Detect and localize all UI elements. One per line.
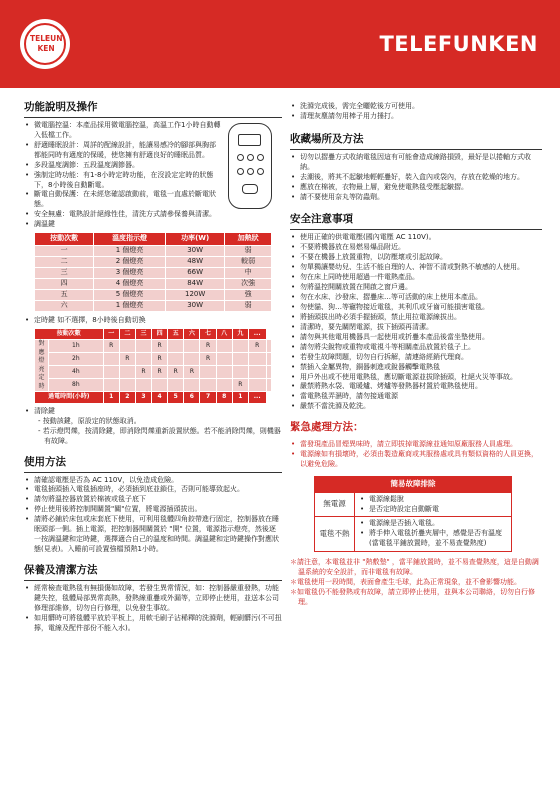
table-cell: 六: [35, 300, 94, 311]
table-cell: 5 個燈亮: [94, 289, 166, 300]
list-item: • 微電腦控溫：本產品採用微電腦控溫，高溫工作1小時自動轉入低檔工作。: [24, 121, 282, 141]
table-row: [35, 278, 272, 289]
table-cell: R: [184, 366, 200, 379]
list-item: • 電毯插頭插入電毯插座時，必須插到底並鎖住，否則可能導致起火。: [24, 485, 282, 495]
table-header: 一: [103, 328, 119, 340]
table-row: [35, 353, 272, 366]
list-item: • 電源線如有損壞時，必須由製造廠商或其服務處或具有類似資格的人員更換，以避免危險。: [290, 450, 542, 470]
clear-sub: - 按動該鍵，原設定的狀態取消。: [38, 416, 141, 425]
table-cell: [103, 366, 119, 379]
table-row: [35, 289, 272, 300]
table-cell: [184, 353, 200, 366]
func-list: [24, 121, 282, 230]
safety-title: 安全注意事項: [290, 212, 542, 230]
table-header: 六: [184, 328, 200, 340]
table-cell: 3 個燈亮: [94, 268, 166, 279]
table-cell: [266, 353, 271, 366]
list-item: • 強制定時功能：有1-8小時定時功能，在沒設定定時的狀態下，8小時後自動斷電。: [24, 171, 282, 191]
list-item: • 勿使貓、狗…等寵物接近電毯，其利爪或牙齒可能損害電毯。: [290, 303, 542, 313]
table-header: 七: [200, 328, 216, 340]
list-item: • 將插頭拔出時必須手握插頭，禁止用拉電源線拔出。: [290, 313, 542, 323]
list-item: • 勿將溫控開關放置在開啟之窗戶邊。: [290, 283, 542, 293]
list-item: • 如用髒時可將毯體平放於平板上，用軟毛刷子沾稀釋的洗滌劑，輕刷髒污(不可扭擰，電線及配件部份不能入水)。: [24, 614, 282, 634]
table-header: 二: [119, 328, 135, 340]
table-cell: R: [200, 340, 216, 353]
list-item: • 請勿與其他電用機器具一起使用或折疊本產品後當坐墊使用。: [290, 333, 542, 343]
table-cell: R: [119, 353, 135, 366]
table-header: 按動次數: [35, 233, 94, 246]
table-cell: 強: [225, 289, 272, 300]
troubleshoot-title: 簡易故障排除: [315, 477, 511, 492]
table-cell: R: [135, 366, 151, 379]
table-cell: [216, 340, 232, 353]
left-column: [24, 100, 282, 634]
table-cell: 4 個燈亮: [94, 278, 166, 289]
notes: [290, 558, 542, 608]
table-cell: [216, 353, 232, 366]
table-cell: [232, 366, 248, 379]
store-title: 收藏場所及方法: [290, 132, 542, 150]
list-item: • 多段溫度調節：五段溫度調節器。: [24, 161, 282, 171]
table-row: [35, 300, 272, 311]
table-cell: 84W: [165, 278, 224, 289]
table-cell: 一: [35, 246, 94, 257]
care-list: [24, 584, 282, 634]
table-header: 功率(W): [165, 233, 224, 246]
table-row: [35, 392, 272, 404]
brand-name: TELEFUNKEN: [379, 32, 538, 56]
table-cell: [200, 366, 216, 379]
troubleshoot-key: 無電源: [315, 493, 355, 517]
table-cell: [135, 353, 151, 366]
emergency-title: 緊急處理方法：: [290, 421, 364, 434]
table-header: 五: [168, 328, 184, 340]
table-footer: 1: [103, 392, 119, 404]
table-cell: [266, 366, 271, 379]
troubleshoot-key: 電毯不熱: [315, 517, 355, 551]
table-cell: 4h: [49, 366, 104, 379]
list-item: • 去潮後，將其不起皺地輕輕疊好，裝入盒內或袋內，存放在乾燥的地方。: [290, 173, 542, 183]
table-header: 八: [216, 328, 232, 340]
list-item: • 請確認電壓是否為 AC 110V，以免造成危險。: [24, 476, 282, 486]
table-header: ...: [248, 328, 266, 340]
table-row: [35, 246, 272, 257]
logo-text: FUN: [45, 34, 63, 43]
table-header: 三: [135, 328, 151, 340]
list-item: • 勿單獨讓嬰幼兒、生活不能自理的人、神智不清或對熱不敏感的人使用。: [290, 263, 542, 273]
table-cell: 2 個燈亮: [94, 257, 166, 268]
table-header: 九: [232, 328, 248, 340]
temp-table: [34, 232, 272, 312]
list-item: • 當電熱毯弄濕時，請勿接通電源: [290, 392, 542, 402]
list-item: • 使用正確的供電電壓(國內電壓 AC 110V)。: [290, 233, 542, 243]
list-item: • 當發現產品冒煙異味時，請立即拔掉電源線並通知原廠服務人員處理。: [290, 440, 542, 450]
note-item: ＊如電毯仍不能發熱或有故障，請立即停止使用，並與本公司聯絡，切勿自行修理。: [290, 588, 535, 607]
table-cell: [119, 379, 135, 392]
table-cell: 五: [35, 289, 94, 300]
logo-text: KEN: [37, 44, 55, 53]
table-cell: R: [152, 353, 168, 366]
clear-sub: - 若示燈閃爍，按清除鍵，即消除閃爍重新設置狀態。若不能消除閃爍，則機器有故障。: [38, 426, 281, 445]
table-footer: 1: [232, 392, 248, 404]
table-header: 按動次數: [35, 328, 104, 340]
table-cell: [232, 340, 248, 353]
list-item: • 停止使用後將控制開關置"關"位置，將電源插頭拔出。: [24, 505, 282, 515]
troubleshoot-box: [314, 476, 512, 552]
list-item: • 不要在機器上放置重物，以防壓壞或引起故障。: [290, 253, 542, 263]
list-item: • 電源線是否插入電毯。: [359, 519, 507, 529]
table-footer: ...: [248, 392, 266, 404]
care-title: 保養及清潔方法: [24, 563, 282, 581]
table-footer: 2: [119, 392, 135, 404]
list-item: • 應放在棉被，衣物最上層，避免使電熱毯受壓起皺摺。: [290, 183, 542, 193]
table-cell: [135, 340, 151, 353]
table-cell: [119, 340, 135, 353]
table-footer: 3: [135, 392, 151, 404]
list-item: • 請不要使用奈丸等防蟲劑。: [290, 193, 542, 203]
header-banner: [0, 0, 560, 88]
table-header: 加熱狀: [225, 233, 272, 246]
func-title: 功能說明及操作: [24, 100, 282, 118]
table-cell: [168, 340, 184, 353]
table-footer: 4: [152, 392, 168, 404]
table-cell: [232, 353, 248, 366]
safety-list: [290, 233, 542, 412]
troubleshoot-row: [315, 516, 511, 551]
list-item: • 勿在水床、沙發床、摺疊床…等可活動的床上使用本產品。: [290, 293, 542, 303]
list-item: • 電源線鬆脫: [359, 495, 507, 505]
clear-item: • 清除鍵: [24, 407, 282, 417]
table-footer: 7: [200, 392, 216, 404]
table-cell: [103, 353, 119, 366]
table-cell: R: [200, 353, 216, 366]
list-item: • 清潔時，要先關閉電源，拔下插頭再清潔。: [290, 323, 542, 333]
list-item: • 經常檢查電熱毯有無損傷如故障，若發生異常情況，如：控制器嚴重發熱，功能鍵失控，毯體局部異常高熱，發熱線重疊或外漏等，立即停止使用，並送本公司修理部維修，切勿自行修理，以免發生事故。: [24, 584, 282, 614]
table-cell: 弱: [225, 300, 272, 311]
timer-table: [34, 328, 272, 404]
table-cell: [119, 366, 135, 379]
list-item: • 禁插入金屬異物，銅器刺進或銳器觸擊電熱毯: [290, 363, 542, 373]
table-cell: [248, 366, 266, 379]
table-cell: R: [152, 340, 168, 353]
list-item: • 安全無慮：電熱設計絕緣性佳，清洗方式請參保養與清潔。: [24, 210, 282, 220]
list-item: • 嚴禁不當洗滌及乾洗。: [290, 402, 542, 412]
brand-logo: [20, 19, 70, 69]
care-list-cont: [290, 102, 542, 122]
table-cell: [168, 379, 184, 392]
table-cell: [200, 379, 216, 392]
note-item: ＊電毯使用一段時間，表面會產生毛球，此為正常現象，並不會影響功能。: [290, 578, 521, 587]
use-list: [24, 476, 282, 556]
troubleshoot-row: [315, 492, 511, 517]
store-list: [290, 153, 542, 203]
table-row: [35, 257, 272, 268]
table-cell: 中: [225, 268, 272, 279]
table-footer: 5: [168, 392, 184, 404]
table-cell: R: [232, 379, 248, 392]
note-item: ＊請注意，本電毯並非 "熱敷墊" ，當平鋪放置時，並不易查覺熱度，這是自動調溫系統的安全設計，而非電毯有故障。: [290, 558, 539, 577]
table-cell: R: [248, 340, 266, 353]
logo-text: TELE: [30, 34, 51, 43]
table-cell: [216, 366, 232, 379]
table-cell: [184, 340, 200, 353]
table-cell: [248, 353, 266, 366]
table-row: [35, 268, 272, 279]
list-item: • 斷電自動保護：在未經您確認啟動前，電毯一直處於斷電狀態。: [24, 190, 282, 210]
right-column: [290, 102, 542, 608]
list-item: • 請勿將溫控器放置於棉被或毯子底下: [24, 495, 282, 505]
list-item: • 是否定時設定自動斷電: [359, 505, 507, 515]
table-cell: [103, 379, 119, 392]
table-cell: 四: [35, 278, 94, 289]
table-cell: 66W: [165, 268, 224, 279]
table-cell: [266, 379, 271, 392]
list-item: • 洗滌完成後，需完全曬乾後方可使用。: [290, 102, 542, 112]
use-title: 使用方法: [24, 455, 282, 473]
table-cell: [266, 340, 271, 353]
list-item: • 勿在床上同時使用超過一件電熱產品。: [290, 273, 542, 283]
table-row: [35, 340, 272, 353]
list-item: • 調溫鍵: [24, 220, 282, 230]
table-cell: 三: [35, 268, 94, 279]
table-row: [35, 379, 272, 392]
table-header: 溫度指示燈: [94, 233, 166, 246]
table-cell: [248, 379, 266, 392]
table-cell: 次強: [225, 278, 272, 289]
table-cell: [184, 379, 200, 392]
table-cell: 1 個燈亮: [94, 246, 166, 257]
table-row: [35, 366, 272, 379]
list-item: • 不要將機器放在易燃易爆品附近。: [290, 243, 542, 253]
table-cell: 30W: [165, 300, 224, 311]
table-cell: 較弱: [225, 257, 272, 268]
table-cell: R: [103, 340, 119, 353]
table-cell: 弱: [225, 246, 272, 257]
emergency-list: [290, 440, 542, 470]
table-cell: 30W: [165, 246, 224, 257]
table-footer: 6: [184, 392, 200, 404]
table-header: 四: [152, 328, 168, 340]
table-cell: [216, 379, 232, 392]
table-cell: 2h: [49, 353, 104, 366]
list-item: • 嚴禁將熱水袋、電暖爐、烤爐等發熱器材置於電熱毯使用。: [290, 382, 542, 392]
table-cell: 二: [35, 257, 94, 268]
table-cell: 8h: [49, 379, 104, 392]
list-item: • 清理灰塵請勿用棒子用力捶打。: [290, 112, 542, 122]
table-cell: 48W: [165, 257, 224, 268]
list-item: • 舒適睡眠設計：周詳的配線設計，能讓易感冷的腳部與胸部都能同時有適度的保暖，使您擁有舒適良好的睡眠品質。: [24, 141, 282, 161]
list-item: • 請將必鋪於床包或床套底下使用，可利用毯體四角鉸帶進行固定，控制器放在睡眠頭部一側。插上電源，把控制器開關置於 "開" 位置，電源指示燈亮，然後逐一按調溫鍵和定時鍵，選擇適合自己的溫度和時間。調溫鍵和定時鍵操作對應狀態(見表)。入睡前可設置強檔預熱1小時。: [24, 515, 282, 555]
table-cell: 1 個燈亮: [94, 300, 166, 311]
list-item: • 若發生故障問題，切勿自行拆解，請連絡經銷代理商。: [290, 353, 542, 363]
table-cell: R: [152, 366, 168, 379]
list-item: • 請勿將尖銳物或重物或電視斗等相關產品放置於毯子上。: [290, 343, 542, 353]
table-cell: R: [168, 366, 184, 379]
table-side-label: 對應燈亮定時: [35, 340, 49, 392]
list-item: • 切勿以摺疊方式收納電毯因這有可能會造成線路損毀，最好是以捲軸方式收納。: [290, 153, 542, 173]
table-cell: 120W: [165, 289, 224, 300]
table-cell: [168, 353, 184, 366]
list-item: • 用戶外出或不使用電熱毯，應切斷電源並拔除插頭，杜絕火災等事故。: [290, 373, 542, 383]
table-cell: 1h: [49, 340, 104, 353]
list-item: • 將手伸入電毯折疊夾層中，感覺是否有溫度(當電毯平鋪放置時，並不易查覺熱度): [359, 529, 507, 549]
table-cell: [152, 379, 168, 392]
table-cell: [135, 379, 151, 392]
table-footer: 8: [216, 392, 232, 404]
timer-item: • 定時鍵 如不選擇，8小時後自動切換: [24, 316, 282, 326]
table-footer: 過電時間(小時): [35, 392, 104, 404]
